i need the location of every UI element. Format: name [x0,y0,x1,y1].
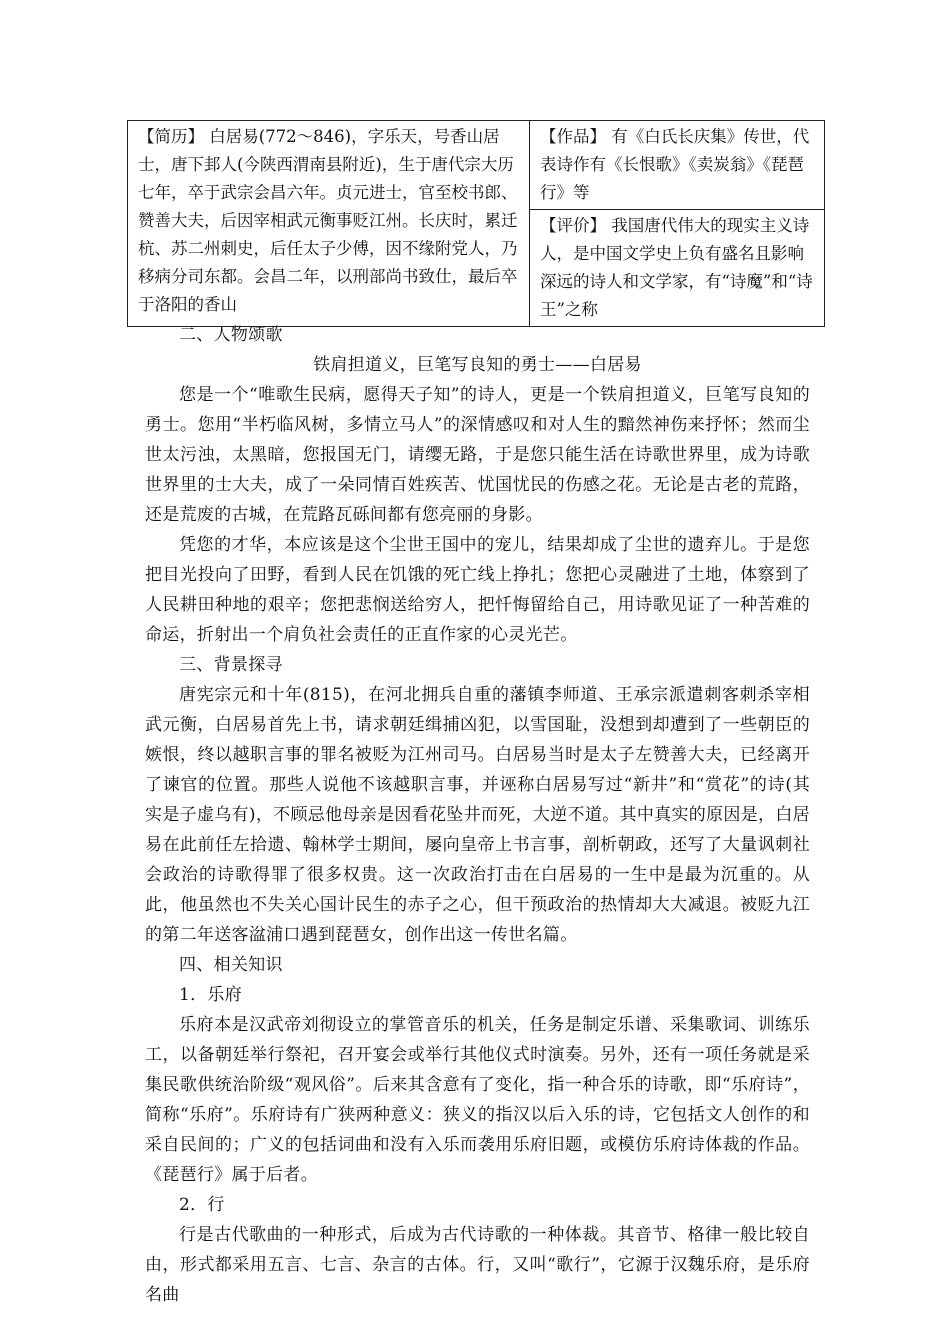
biography-cell [128,121,530,327]
paragraph: 行是古代歌曲的一种形式，后成为古代诗歌的一种体裁。其音节、格律一般比较自由，形式都采用五言、七言、杂言的古体。行，又叫“歌行”，它源于汉魏乐府，是乐府名曲 [145,1225,810,1305]
paragraph: 凭您的才华，本应该是这个尘世王国中的宠儿，结果却成了尘世的遗弃儿。于是您把目光投向了田野，看到人民在饥饿的死亡线上挣扎；您把心灵融进了土地，体察到了人民耕田种地的艰辛；您把悲悯送给穷人，把忏悔留给自己，用诗歌见证了一种苦难的命运，折射出一个肩负社会责任的正直作家的心灵光芒。 [145,535,810,645]
paragraph: 您是一个“唯歌生民病，愿得天子知”的诗人，更是一个铁肩担道义，巨笔写良知的勇士。您用“半朽临风树，多情立马人”的深情感叹和对人生的黯然神伤来抒怀；然而尘世太污浊，太黑暗，您报国无门，请缨无路，于是您只能生活在诗歌世界里，成为诗歌世界里的士大夫，成了一朵同情百姓疾苦、忧国忧民的伤感之花。无论是古老的荒路，还是荒废的古城，在荒路瓦砾间都有您亮丽的身影。 [145,385,810,525]
biography-text: 【简历】 白居易(772～846)，字乐天，号香山居士，唐下邽人(今陕西渭南县附近)，生于唐代宗大历七年，卒于武宗会昌六年。贞元进士，官至校书郎、赞善大夫，后因宰相武元衡事贬江州。长庆时，累迁杭、苏二州刺史，后任太子少傅，因不缘附党人，乃移病分司东都。会昌二年，以刑部尚书致仕，最后卒于洛阳的香山 [138,127,518,314]
paragraph: 唐宪宗元和十年(815)，在河北拥兵自重的藩镇李师道、王承宗派遣刺客刺杀宰相武元衡，白居易首先上书，请求朝廷缉捕凶犯，以雪国耻，没想到却遭到了一些朝臣的嫉恨，终以越职言事的罪名被贬为江州司马。白居易当时是太子左赞善大夫，已经离开了谏官的位置。那些人说他不该越职言事，并诬称白居易写过“新井”和“赏花”的诗(其实是子虚乌有)，不顾忌他母亲是因看花坠井而死，大逆不道。其中真实的原因是，白居易在此前任左拾遗、翰林学士期间，屡向皇帝上书言事，剖析朝政，还写了大量讽刺社会政治的诗歌得罪了很多权贵。这一次政治打击在白居易的一生中是最为沉重的。从此，他虽然也不失关心国计民生的赤子之心，但干预政治的热情却大大减退。被贬九江的第二年送客湓浦口遇到琵琶女，创作出这一传世名篇。 [145,685,810,945]
body-text [145,320,810,1310]
works-cell [530,121,825,210]
essay-title: 铁肩担道义，巨笔写良知的勇士——白居易 [313,355,642,375]
paragraph: 乐府本是汉武帝刘彻设立的掌管音乐的机关，任务是制定乐谱、采集歌词、训练乐工，以备朝廷举行祭祀，召开宴会或举行其他仪式时演奏。另外，还有一项任务就是采集民歌供统治阶级“观风俗”。后来其含意有了变化，指一种合乐的诗歌，即“乐府诗”，简称“乐府”。乐府诗有广狭两种意义：狭义的指汉以后入乐的诗，它包括文人创作的和采自民间的；广义的包括词曲和没有入乐而袭用乐府旧题，或模仿乐府诗体裁的作品。《琵琶行》属于后者。 [145,1015,810,1185]
section-heading-3: 三、背景探寻 [179,655,283,675]
subheading-yuefu: 1．乐府 [179,985,243,1005]
author-info-table [127,120,825,327]
section-heading-4: 四、相关知识 [179,955,283,975]
evaluation-text: 【评价】 我国唐代伟大的现实主义诗人，是中国文学史上负有盛名且影响深远的诗人和文学家，有“诗魔”和“诗王”之称 [540,216,813,319]
works-text: 【作品】 有《白氏长庆集》传世，代表诗作有《长恨歌》《卖炭翁》《琵琶行》等 [540,127,810,202]
section-heading-2: 二、人物颂歌 [179,325,283,345]
evaluation-cell [530,210,825,327]
subheading-xing: 2．行 [179,1195,225,1215]
